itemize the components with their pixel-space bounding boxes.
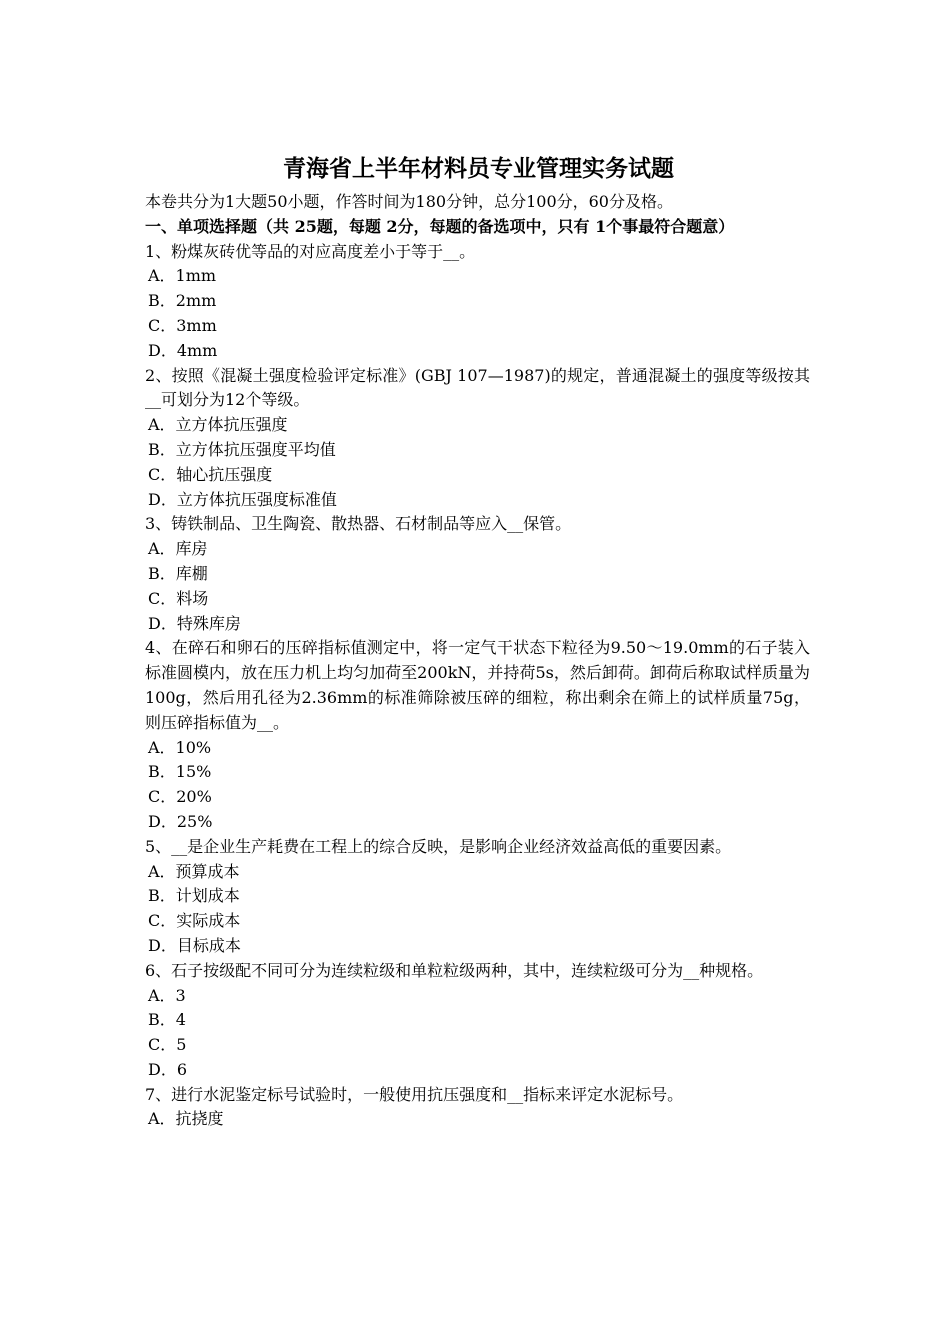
option-c: C．3mm [148,315,217,335]
option-d: D．25% [148,811,213,831]
option-a: A．10% [148,737,212,757]
option-c: C．20% [148,787,212,807]
exam-intro: 本卷共分为1大题50小题，作答时间为180分钟，总分100分，60分及格。 [145,192,673,211]
question-5 [145,835,810,959]
option-a: A．库房 [148,539,208,559]
option-d: D．特殊库房 [148,613,241,633]
question-stem: 5、__是企业生产耗费在工程上的综合反映，是影响企业经济效益高低的重要因素。 [145,836,732,856]
question-stem: 3、铸铁制品、卫生陶瓷、散热器、石材制品等应入__保管。 [145,514,572,534]
question-1 [145,240,810,364]
option-c: C．料场 [148,588,209,608]
option-d: D．6 [148,1059,188,1079]
option-c: C．5 [148,1035,187,1055]
question-3 [145,512,810,636]
option-a: A．立方体抗压强度 [148,415,288,435]
question-stem: 2、按照《混凝土强度检验评定标准》(GBJ 107—1987)的规定，普通混凝土的强度等级按其__可划分为12个等级。 [145,365,810,410]
option-b: B．4 [148,1010,186,1030]
question-2 [145,364,810,513]
question-stem: 6、石子按级配不同可分为连续粒级和单粒粒级两种，其中，连续粒级可分为__种规格。 [145,960,764,980]
question-stem: 1、粉煤灰砖优等品的对应高度差小于等于__。 [145,241,476,261]
option-c: C．实际成本 [148,911,241,931]
option-a: A．抗挠度 [148,1109,224,1129]
question-stem: 7、进行水泥鉴定标号试验时，一般使用抗压强度和__指标来评定水泥标号。 [145,1084,684,1104]
option-a: A．预算成本 [148,861,240,881]
option-b: B．15% [148,762,212,782]
option-b: B．立方体抗压强度平均值 [148,439,336,459]
option-d: D．立方体抗压强度标准值 [148,489,337,509]
question-stem: 4、在碎石和卵石的压碎指标值测定中，将一定气干状态下粒径为9.50～19.0mm的石子装入标准圆模内，放在压力机上均匀加荷至200kN，并持荷5s，然后卸荷。卸荷后称取试样质量为100g，然后用孔径为2.36mm的标准筛除被压碎的细粒，称出剩余在筛上的试样质量75g，则压碎指标值为__。 [145,638,810,732]
option-d: D．4mm [148,340,218,360]
option-b: B．库棚 [148,563,208,583]
document-page [145,152,810,1132]
option-d: D．目标成本 [148,935,241,955]
question-4 [145,636,810,834]
document-title: 青海省上半年材料员专业管理实务试题 [283,155,674,182]
option-a: A．1mm [148,266,217,286]
section-heading: 一、单项选择题（共 25题，每题 2分，每题的备选项中，只有 1个事最符合题意） [145,216,735,236]
option-a: A．3 [148,985,186,1005]
option-b: B．2mm [148,291,217,311]
option-c: C．轴心抗压强度 [148,464,273,484]
question-6 [145,959,810,1083]
question-7 [145,1083,810,1133]
option-b: B．计划成本 [148,886,240,906]
